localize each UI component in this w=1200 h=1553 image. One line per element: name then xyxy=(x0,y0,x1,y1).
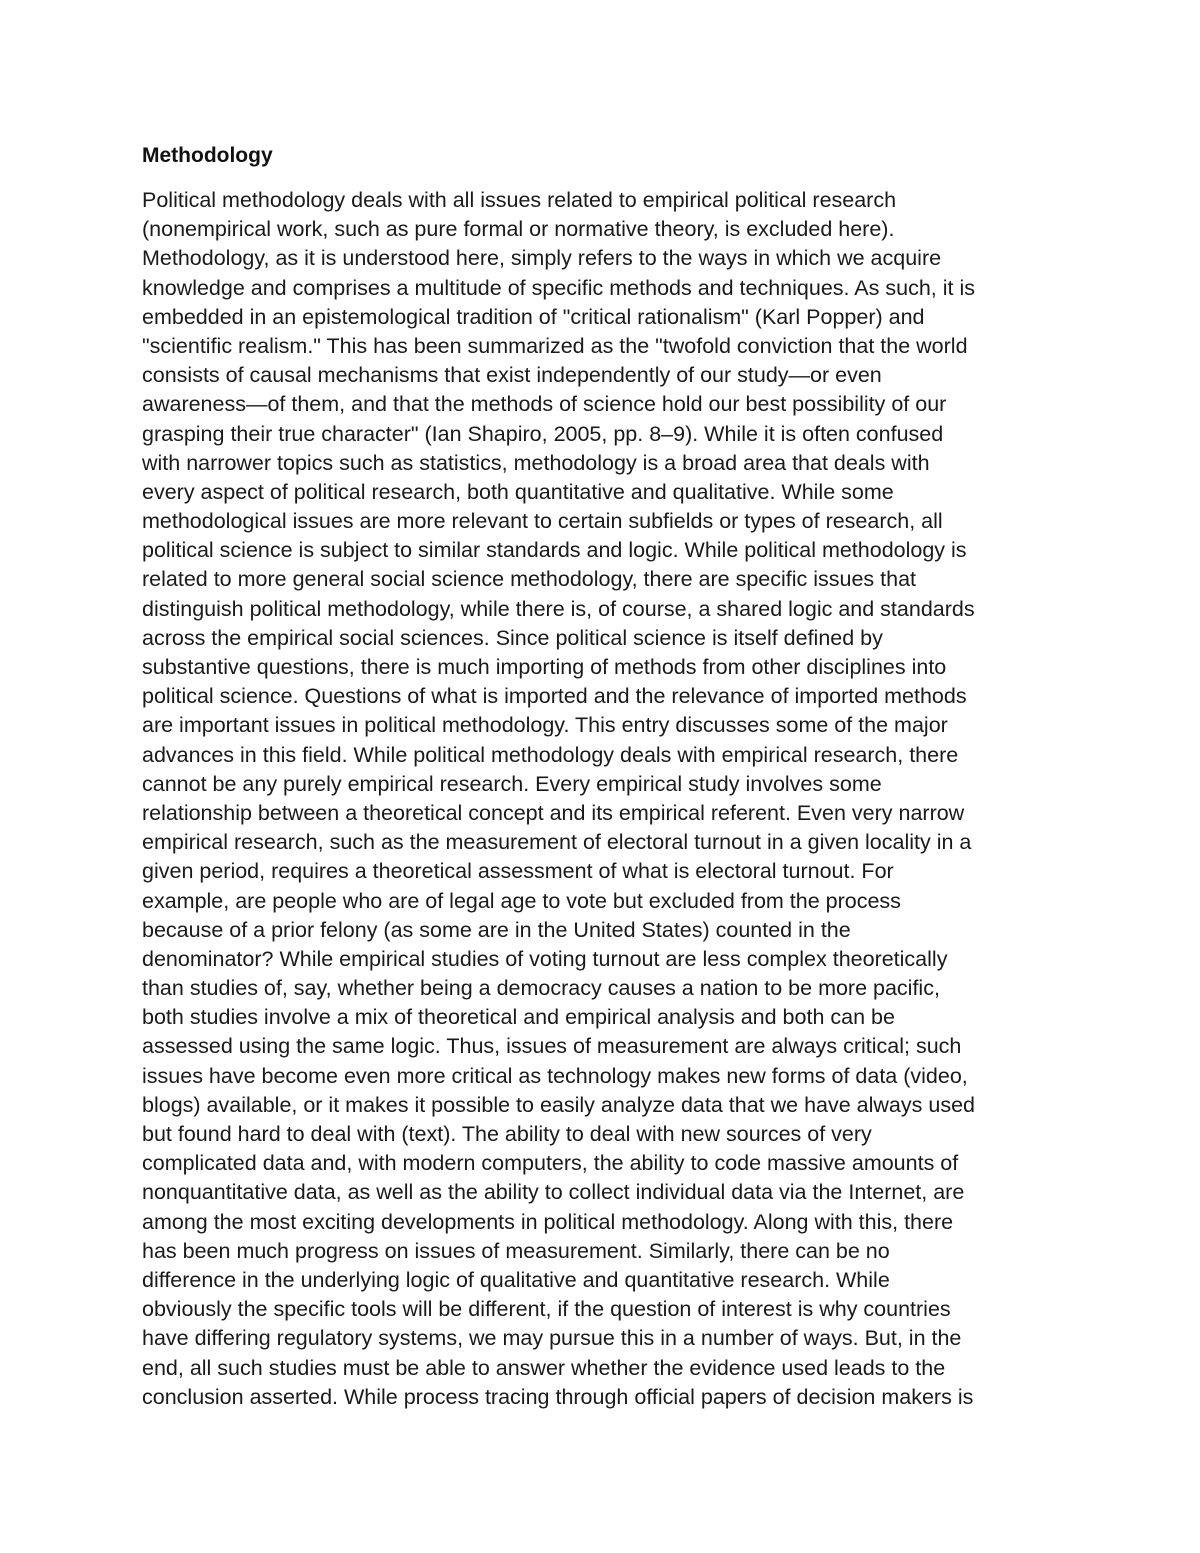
text-line: has been much progress on issues of measurement. Similarly, there can be no xyxy=(142,1238,890,1263)
text-line: issues have become even more critical as technology makes new forms of data (video, xyxy=(142,1063,968,1088)
text-line: have differing regulatory systems, we may pursue this in a number of ways. But, in the xyxy=(142,1326,962,1351)
text-line: are important issues in political methodology. This entry discusses some of the major xyxy=(142,713,948,738)
text-line: end, all such studies must be able to answer whether the evidence used leads to the xyxy=(142,1355,946,1380)
text-line: (nonempirical work, such as pure formal or normative theory, is excluded here). xyxy=(142,217,895,242)
text-line: substantive questions, there is much importing of methods from other disciplines into xyxy=(142,655,947,679)
body-paragraph xyxy=(142,186,1082,1412)
text-line: denominator? While empirical studies of voting turnout are less complex theoretically xyxy=(142,946,948,971)
text-line: empirical research, such as the measurement of electoral turnout in a given locality in a xyxy=(142,830,972,855)
text-line: awareness—of them, and that the methods of science hold our best possibility of our xyxy=(142,392,947,417)
text-line: because of a prior felony (as some are in the United States) counted in the xyxy=(142,917,851,942)
text-line: conclusion asserted. While process tracing through official papers of decision makers is xyxy=(142,1384,974,1409)
text-line: relationship between a theoretical concept and its empirical referent. Even very narrow xyxy=(142,800,965,825)
text-line: than studies of, say, whether being a democracy causes a nation to be more pacific, xyxy=(142,976,940,1001)
text-line: Political methodology deals with all issues related to empirical political research xyxy=(142,188,897,212)
text-line: but found hard to deal with (text). The ability to deal with new sources of very xyxy=(142,1122,872,1146)
text-line: difference in the underlying logic of qualitative and quantitative research. While xyxy=(142,1267,890,1292)
text-line: given period, requires a theoretical assessment of what is electoral turnout. For xyxy=(142,859,894,884)
text-line: every aspect of political research, both quantitative and qualitative. While some xyxy=(142,479,894,504)
text-line: Methodology, as it is understood here, simply refers to the ways in which we acquire xyxy=(142,246,942,271)
text-line: nonquantitative data, as well as the ability to collect individual data via the Internet, are xyxy=(142,1180,965,1205)
text-line: related to more general social science methodology, there are specific issues that xyxy=(142,567,917,592)
text-line: political science is subject to similar standards and logic. While political methodology is xyxy=(142,538,967,563)
text-line: obviously the specific tools will be different, if the question of interest is why countries xyxy=(142,1297,951,1322)
text-line: blogs) available, or it makes it possible to easily analyze data that we have always used xyxy=(142,1092,975,1117)
text-line: knowledge and comprises a multitude of specific methods and techniques. As such, it is xyxy=(142,275,975,300)
text-line: "scientific realism." This has been summarized as the "twofold conviction that the world xyxy=(142,333,968,358)
document-body xyxy=(142,141,1082,1412)
text-line: grasping their true character" (Ian Shapiro, 2005, pp. 8–9). While it is often confused xyxy=(142,421,944,446)
text-line: both studies involve a mix of theoretical and empirical analysis and both can be xyxy=(142,1005,895,1030)
text-line: distinguish political methodology, while there is, of course, a shared logic and standards xyxy=(142,596,975,621)
page-title: Methodology xyxy=(142,144,273,167)
text-line: with narrower topics such as statistics, methodology is a broad area that deals with xyxy=(142,450,930,475)
text-line: across the empirical social sciences. Since political science is itself defined by xyxy=(142,625,883,650)
text-line: embedded in an epistemological tradition of "critical rationalism" (Karl Popper) and xyxy=(142,304,925,329)
text-line: complicated data and, with modern computers, the ability to code massive amounts of xyxy=(142,1151,959,1176)
text-line: cannot be any purely empirical research. Every empirical study involves some xyxy=(142,771,882,796)
text-line: assessed using the same logic. Thus, issues of measurement are always critical; such xyxy=(142,1034,962,1059)
text-line: methodological issues are more relevant to certain subfields or types of research, all xyxy=(142,509,943,534)
text-line: among the most exciting developments in political methodology. Along with this, there xyxy=(142,1209,954,1234)
text-line: example, are people who are of legal age to vote but excluded from the process xyxy=(142,888,901,913)
text-line: political science. Questions of what is imported and the relevance of imported methods xyxy=(142,684,967,709)
text-line: advances in this field. While political methodology deals with empirical research, there xyxy=(142,742,959,767)
text-line: consists of causal mechanisms that exist independently of our study—or even xyxy=(142,363,882,388)
